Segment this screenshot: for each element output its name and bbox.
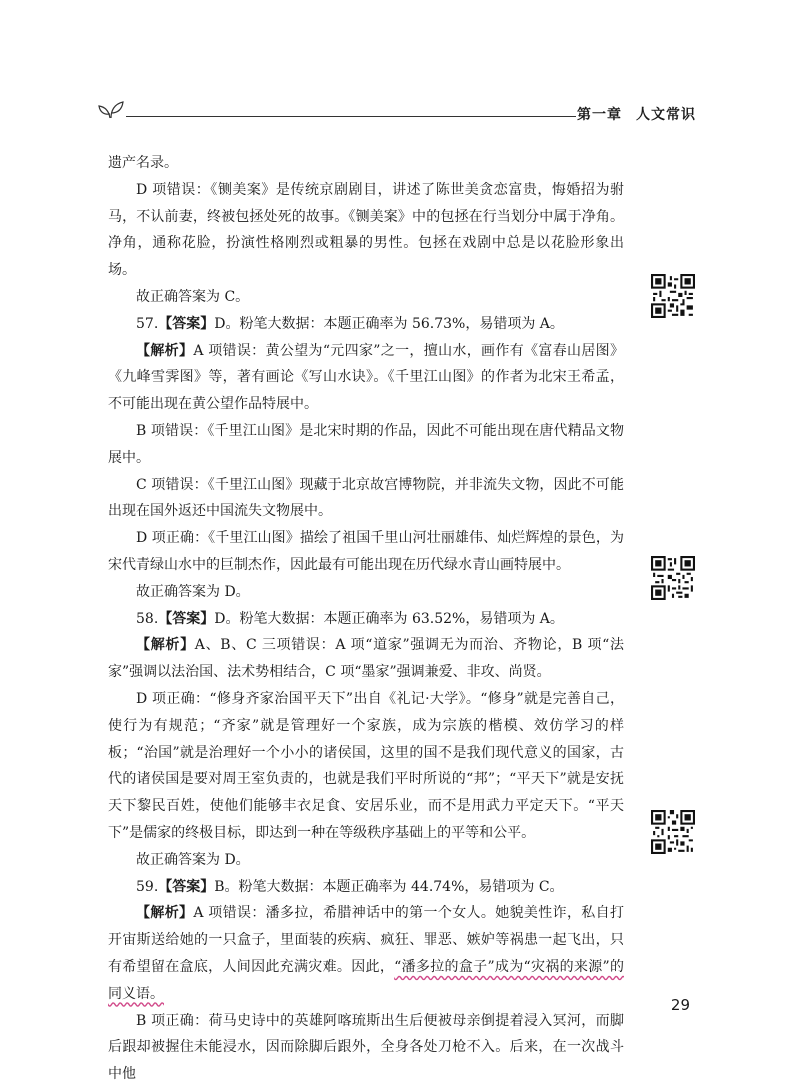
chapter-title: 人文常识: [636, 107, 696, 123]
answer-label: 【答案】: [158, 315, 215, 332]
analysis-text: A 项错误：潘多拉，希腊神话中的第一个女人。她貌美性诈，私自打开宙斯送给她的一只盒子，里面装的疾病、疯狂、罪恶、嫉妒等祸患一起飞出，只有希望留在盒底，人间因此充满灾难。因此，: [108, 905, 625, 975]
paragraph: D 项正确：“修身齐家治国平天下”出自《礼记·大学》。“修身”就是完善自己，使行为有规范；“齐家”就是管理好一个家族，成为宗族的楷模、效仿学习的样板；“治国”就是治理好一个小小的诸侯国，这里的国不是我们现代意义的国家，古代的诸侯国是要对周王室负责的，也就是我们平时所说的“邦”；“平天下”就是安抚天下黎民百姓，使他们能够丰衣足食、安居乐业，而不是用武力平定天下。“平天下”是儒家的终极目标，即达到一种在等级秩序基础上的平等和公平。: [108, 690, 624, 841]
qr-code-icon[interactable]: [651, 556, 695, 600]
question-number: 58.: [136, 610, 159, 627]
qr-code-icon[interactable]: [651, 274, 695, 318]
answer-text: D。粉笔大数据：本题正确率为 63.52%，易错项为 A。: [214, 610, 564, 627]
paragraph: 故正确答案为 D。: [136, 851, 250, 868]
question-58-analysis: [108, 632, 624, 686]
qr-code-icon[interactable]: [651, 810, 695, 854]
question-58-answer: [108, 606, 624, 633]
answer-label: 【答案】: [158, 610, 215, 627]
analysis-text: A 项错误：黄公望为“元四家”之一，擅山水，画作有《富春山居图》《九峰雪霁图》等，著有画论《写山水诀》。《千里江山图》的作者为北宋王希孟，不可能出现在黄公望作品特展中。: [108, 342, 625, 413]
answer-label: 【答案】: [158, 878, 215, 895]
header-rule: [126, 116, 576, 117]
answer-text: D。粉笔大数据：本题正确率为 56.73%，易错项为 A。: [214, 315, 564, 332]
paragraph: 遗产名录。: [108, 155, 178, 171]
paragraph: D 项错误：《铡美案》是传统京剧剧目，讲述了陈世美贪恋富贵，悔婚招为驸马，不认前妻，终被包拯处死的故事。《铡美案》中的包拯在行当划分中属于净角。净角，通称花脸，扮演性格刚烈或粗暴的男性。包拯在戏剧中总是以花脸形象出场。: [108, 181, 624, 279]
paragraph: B 项错误：《千里江山图》是北宋时期的作品，因此不可能出现在唐代精品文物展中。: [108, 422, 624, 466]
answer-text: B。粉笔大数据：本题正确率为 44.74%，易错项为 C。: [214, 878, 564, 895]
question-59-analysis: [108, 900, 624, 1007]
paragraph: C 项错误：《千里江山图》现藏于北京故宫博物院，并非流失文物，因此不可能出现在国外返还中国流失文物展中。: [108, 476, 624, 520]
analysis-label: 【解析】: [136, 905, 194, 922]
analysis-label: 【解析】: [136, 342, 194, 359]
page-number: 29: [670, 996, 690, 1014]
analysis-text: A、B、C 三项错误：A 项“道家”强调无为而治、齐物论，B 项“法家”强调以法治国、法术势相结合，C 项“墨家”强调兼爱、非攻、尚贤。: [108, 637, 624, 681]
page-body: [108, 150, 624, 1088]
question-number: 59.: [136, 878, 159, 895]
question-57-answer: [108, 311, 624, 338]
paragraph: B 项正确：荷马史诗中的英雄阿喀琉斯出生后便被母亲倒提着浸入冥河，而脚后跟却被握住未能浸水，因而除脚后跟外，全身各处刀枪不入。后来，在一次战斗中他: [108, 1012, 624, 1083]
question-number: 57.: [136, 315, 159, 332]
question-59-answer: [108, 874, 624, 901]
paragraph: D 项正确：《千里江山图》描绘了祖国千里山河壮丽雄伟、灿烂辉煌的景色，为宋代青绿山水中的巨制杰作，因此最有可能出现在历代绿水青山画特展中。: [108, 530, 624, 573]
question-57-analysis: [108, 338, 624, 418]
highlighted-phrase: “潘多拉的盒子”成为“灾祸的来源”的同义语。: [108, 958, 624, 1002]
paragraph: 故正确答案为 C。: [136, 288, 250, 305]
chapter-number: 第一章: [577, 107, 622, 123]
page-header: [96, 96, 696, 124]
paragraph: 故正确答案为 D。: [136, 583, 250, 600]
sprout-leaf-icon: [96, 96, 126, 120]
chapter-heading: [577, 104, 696, 124]
analysis-label: 【解析】: [136, 637, 195, 654]
